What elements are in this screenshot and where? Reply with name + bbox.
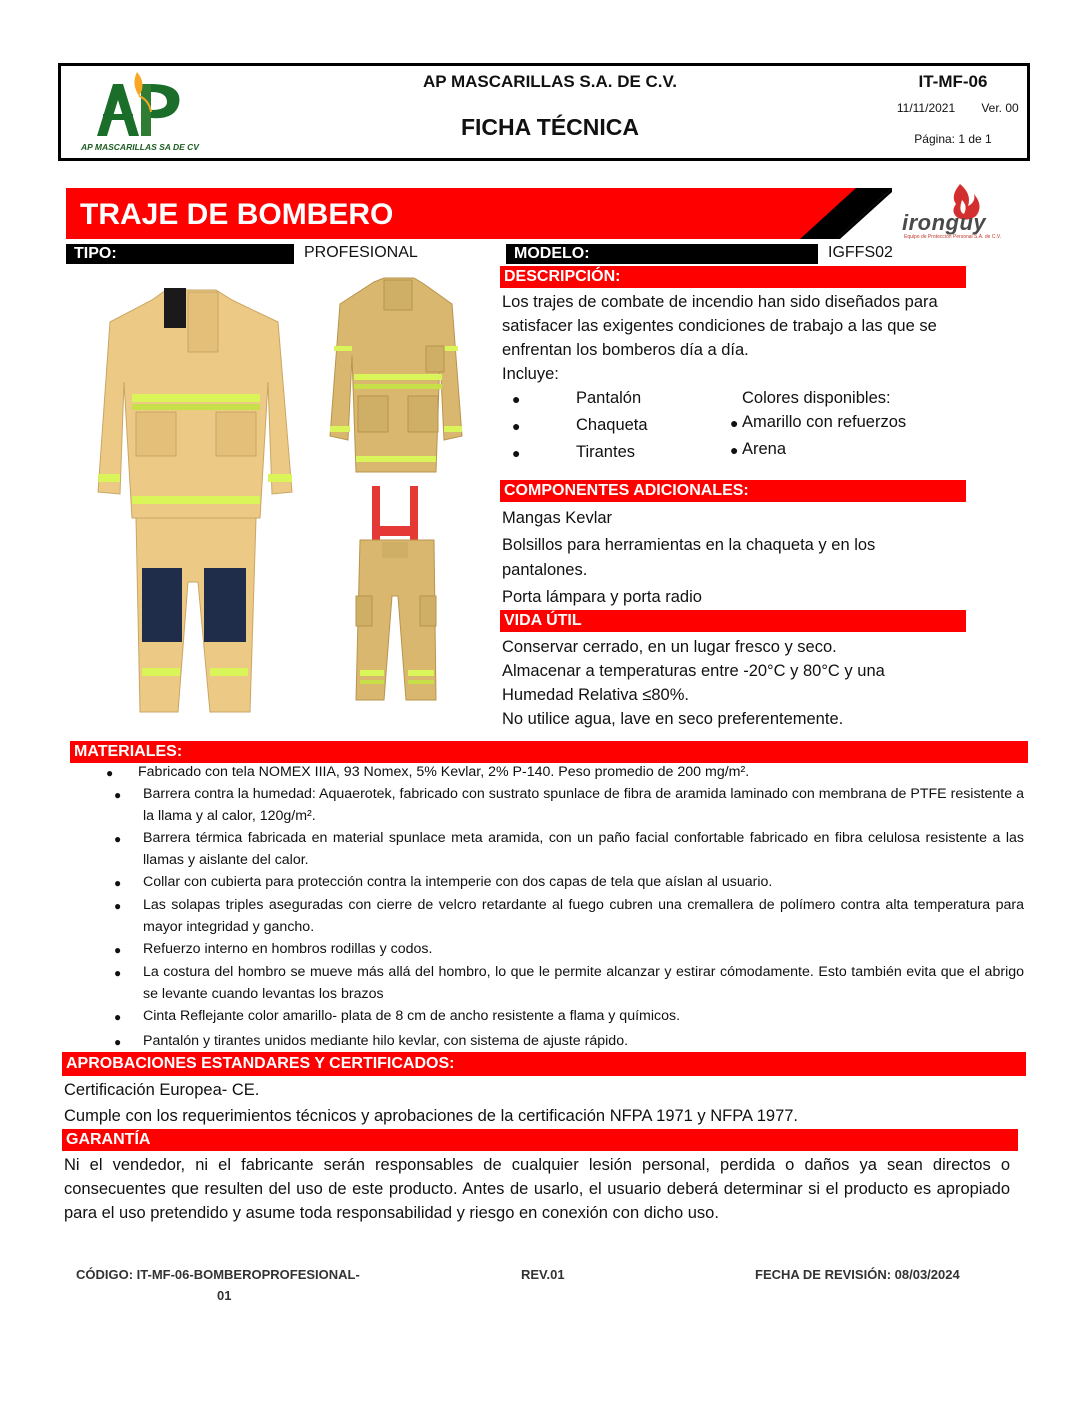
- brand-tagline: Equipo de Protección Personal S.A. de C.V.: [904, 234, 1002, 240]
- tipo-label: TIPO:: [66, 244, 294, 264]
- modelo-value: IGFFS02: [828, 244, 893, 261]
- material-item: La costura del hombro se mueve más allá del hombro, lo que le permite alcanzar y estirar cómodamente. Esto también evita que el abrigo se levante cuando levantas los brazos: [143, 964, 1024, 1002]
- color-item: Amarillo con refuerzos: [742, 413, 907, 431]
- full-suit-image: [92, 282, 298, 718]
- componente-line: Porta lámpara y porta radio: [502, 588, 702, 606]
- color-item: Arena: [742, 440, 787, 458]
- modelo-label: MODELO:: [506, 244, 818, 264]
- bullet-icon: ●: [730, 442, 739, 458]
- incluye-item: Chaqueta: [576, 416, 648, 434]
- bullet-icon: ●: [114, 943, 122, 957]
- bullet-icon: ●: [114, 1010, 122, 1024]
- ap-logo-icon: [89, 70, 189, 142]
- descripcion-line: enfrentan los bomberos día a día.: [502, 341, 749, 359]
- footer-revision: REV.01: [521, 1267, 565, 1282]
- aprobacion-line: Certificación Europea- CE.: [64, 1081, 260, 1099]
- bullet-icon: ●: [730, 415, 739, 431]
- descripcion-line: satisfacer las exigentes condiciones de trabajo a las que se: [502, 317, 937, 335]
- bullet-icon: ●: [114, 1035, 122, 1049]
- materiales-heading: MATERIALES:: [70, 741, 1028, 763]
- bullet-icon: ●: [512, 418, 521, 434]
- vida-util-line: No utilice agua, lave en seco preferentemente.: [502, 710, 844, 728]
- bullet-icon: ●: [106, 766, 114, 780]
- bullet-icon: ●: [512, 445, 521, 461]
- footer-fecha-revision: FECHA DE REVISIÓN: 08/03/2024: [755, 1267, 960, 1282]
- material-item: Las solapas triples aseguradas con cierre de velcro retardante al fuego cubren una cremallera de polímero contra alta temperatura para mayor integridad y gancho.: [143, 897, 1024, 935]
- company-logo: [61, 66, 221, 158]
- page-number: Página: 1 de 1: [914, 132, 992, 146]
- bullet-icon: ●: [512, 391, 521, 407]
- product-title: TRAJE DE BOMBERO: [80, 198, 394, 231]
- bullet-icon: ●: [114, 966, 122, 980]
- aprobacion-line: Cumple con los requerimientos técnicos y aprobaciones de la certificación NFPA 1971 y NFPA 1977.: [64, 1107, 799, 1125]
- componente-line: Bolsillos para herramientas en la chaqueta y en los: [502, 536, 876, 554]
- descripcion-line: Los trajes de combate de incendio han sido diseñados para: [502, 293, 938, 311]
- vida-util-line: Almacenar a temperaturas entre -20°C y 80°C y una: [502, 662, 885, 680]
- colores-label: Colores disponibles:: [742, 389, 891, 407]
- jacket-image: [328, 276, 464, 476]
- bullet-icon: ●: [114, 876, 122, 890]
- incluye-label: Incluye:: [502, 365, 559, 383]
- garantia-text: Ni el vendedor, ni el fabricante serán responsables de cualquier lesión personal, perdida o daños ya sean directos o consecuentes que resulten del uso de este producto. Antes de usarlo, el usuario deberá determinar si el producto es apropiado para el uso pretendido y asume toda responsabilidad y riesgo en conexión con dicho uso.: [64, 1156, 1010, 1222]
- vida-util-heading: VIDA ÚTIL: [500, 610, 966, 632]
- document-date: 11/11/2021: [896, 101, 956, 115]
- componente-line: Mangas Kevlar: [502, 509, 613, 527]
- company-name: AP MASCARILLAS S.A. DE C.V.: [422, 72, 678, 91]
- aprobaciones-heading: APROBACIONES ESTANDARES Y CERTIFICADOS:: [62, 1052, 1026, 1076]
- vida-util-line: Conservar cerrado, en un lugar fresco y seco.: [502, 638, 837, 656]
- bullet-icon: ●: [114, 899, 122, 913]
- vida-util-line: Humedad Relativa ≤80%.: [502, 686, 689, 704]
- incluye-item: Tirantes: [576, 443, 635, 461]
- material-item: Cinta Reflejante color amarillo- plata de 8 cm de ancho resistente a flama y químicos.: [143, 1008, 681, 1024]
- footer-code: CÓDIGO: IT-MF-06-BOMBEROPROFESIONAL-: [76, 1267, 360, 1282]
- material-item: Barrera térmica fabricada en material spunlace meta aramida, con un paño facial confortable fabricado en fibra celulosa resistente a las llamas y aislante del calor.: [143, 830, 1024, 868]
- incluye-item: Pantalón: [576, 389, 642, 407]
- material-item: Refuerzo interno en hombros rodillas y codos.: [143, 941, 433, 957]
- material-item: Fabricado con tela NOMEX IIIA, 93 Nomex, 5% Kevlar, 2% P-140. Peso promedio de 200 mg/m².: [138, 764, 750, 780]
- componente-line: pantalones.: [502, 561, 588, 579]
- footer-code-suffix: 01: [217, 1288, 232, 1303]
- brand-name: ironguy: [902, 210, 987, 235]
- componentes-heading: COMPONENTES ADICIONALES:: [500, 480, 966, 502]
- bullet-icon: ●: [114, 832, 122, 846]
- bullet-icon: ●: [114, 788, 122, 802]
- tipo-value: PROFESIONAL: [304, 244, 418, 261]
- logo-caption: AP MASCARILLAS SA DE CV: [81, 142, 199, 152]
- document-header: [58, 63, 1030, 161]
- material-item: Pantalón y tirantes unidos mediante hilo kevlar, con sistema de ajuste rápido.: [143, 1033, 629, 1049]
- pants-image: [352, 486, 442, 706]
- material-item: Collar con cubierta para protección contra la intemperie con dos capas de tela que aíslan al usuario.: [143, 874, 773, 890]
- document-version: Ver. 00: [981, 101, 1019, 115]
- garantia-heading: GARANTÍA: [62, 1129, 1018, 1151]
- material-item: Barrera contra la humedad: Aquaerotek, fabricado con sustrato spunlace de fibra de aramida laminado con membrana de PTFE resistente a la llama y al calor, 120g/m².: [143, 786, 1024, 824]
- descripcion-heading: DESCRIPCIÓN:: [500, 266, 966, 288]
- document-code: IT-MF-06: [918, 72, 988, 91]
- document-title: FICHA TÉCNICA: [460, 114, 640, 140]
